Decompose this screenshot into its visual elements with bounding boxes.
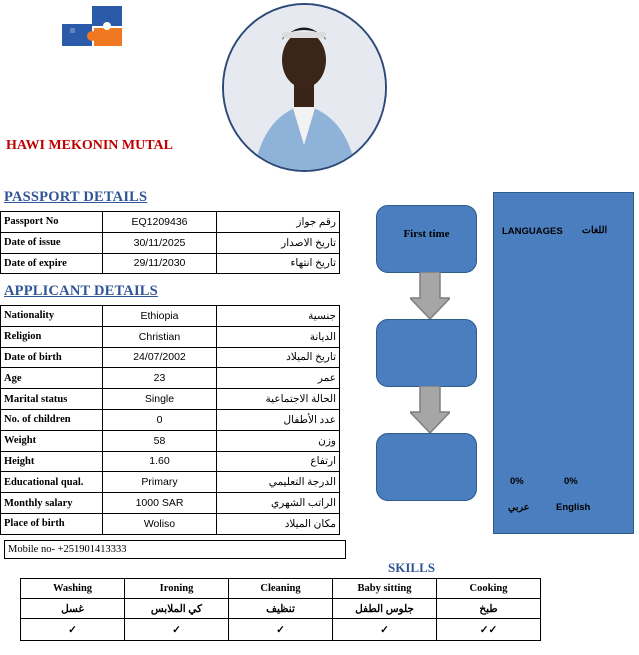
- applicant-table: [0, 305, 340, 535]
- skill-name: Cooking: [437, 579, 541, 599]
- skill-name-ar: طبخ: [437, 599, 541, 619]
- mobile-number: Mobile no- +251901413333: [4, 540, 346, 559]
- down-arrow-icon: [410, 272, 450, 325]
- row-value: Ethiopia: [103, 306, 217, 327]
- puzzle-logo-icon: [62, 4, 124, 46]
- passport-table: [0, 211, 340, 274]
- experience-box-1: [376, 205, 477, 273]
- row-label-ar: مكان الميلاد: [217, 513, 340, 534]
- row-label: Date of birth: [1, 347, 103, 368]
- row-label-ar: تاريخ الميلاد: [217, 347, 340, 368]
- row-label-ar: جنسية: [217, 306, 340, 327]
- language-name: English: [556, 502, 591, 513]
- row-value: Primary: [103, 472, 217, 493]
- languages-title: LANGUAGES: [502, 226, 563, 237]
- table-row: [1, 409, 340, 430]
- row-label-ar: عمر: [217, 368, 340, 389]
- language-percent: 0%: [564, 476, 578, 487]
- skill-name: Washing: [21, 579, 125, 599]
- row-label: Nationality: [1, 306, 103, 327]
- row-label: Marital status: [1, 389, 103, 410]
- row-label-ar: رقم جواز: [217, 212, 340, 233]
- row-label: Height: [1, 451, 103, 472]
- row-label: Religion: [1, 326, 103, 347]
- skill-name: Baby sitting: [333, 579, 437, 599]
- skill-check: ✓: [229, 619, 333, 641]
- down-arrow-icon: [410, 386, 450, 439]
- row-label: Age: [1, 368, 103, 389]
- skill-check: ✓: [333, 619, 437, 641]
- skills-title: SKILLS: [388, 560, 435, 575]
- language-percent: 0%: [510, 476, 524, 487]
- table-row: [1, 389, 340, 410]
- table-row: [1, 493, 340, 514]
- table-row: [1, 430, 340, 451]
- experience-label: First time: [403, 228, 450, 240]
- skill-name: Ironing: [125, 579, 229, 599]
- row-value: Single: [103, 389, 217, 410]
- candidate-name: HAWI MEKONIN MUTAL: [6, 138, 173, 153]
- row-value: 1.60: [103, 451, 217, 472]
- table-row: [1, 253, 340, 274]
- passport-section-title: PASSPORT DETAILS: [4, 189, 148, 205]
- applicant-section-title: APPLICANT DETAILS: [4, 283, 158, 299]
- row-label-ar: عدد الأطفال: [217, 409, 340, 430]
- row-label: Date of expire: [1, 253, 103, 274]
- row-value: Woliso: [103, 513, 217, 534]
- experience-box-2: [376, 319, 477, 387]
- candidate-photo: [222, 3, 387, 172]
- row-value: 23: [103, 368, 217, 389]
- table-row: [21, 599, 541, 619]
- table-row: [1, 451, 340, 472]
- languages-title-ar: اللغات: [582, 225, 608, 236]
- row-value: EQ1209436: [103, 212, 217, 233]
- skill-check: ✓✓: [437, 619, 541, 641]
- skill-name-ar: كي الملابس: [125, 599, 229, 619]
- row-value: Christian: [103, 326, 217, 347]
- language-name: عربي: [508, 502, 530, 513]
- row-value: 1000 SAR: [103, 493, 217, 514]
- skill-name-ar: تنظيف: [229, 599, 333, 619]
- row-value: 0: [103, 409, 217, 430]
- table-row: [21, 619, 541, 641]
- row-label-ar: ارتفاع: [217, 451, 340, 472]
- row-label-ar: الديانة: [217, 326, 340, 347]
- table-row: [1, 472, 340, 493]
- row-label: Passport No: [1, 212, 103, 233]
- table-row: [1, 513, 340, 534]
- row-label-ar: الدرجة التعليمي: [217, 472, 340, 493]
- skill-name: Cleaning: [229, 579, 333, 599]
- table-row: [1, 368, 340, 389]
- skills-table: [20, 578, 541, 641]
- row-label: Monthly salary: [1, 493, 103, 514]
- table-row: [1, 347, 340, 368]
- row-label: No. of children: [1, 409, 103, 430]
- row-label-ar: تاريخ الاصدار: [217, 232, 340, 253]
- row-value: 58: [103, 430, 217, 451]
- row-label-ar: الحالة الاجتماعية: [217, 389, 340, 410]
- row-label: Educational qual.: [1, 472, 103, 493]
- table-row: [1, 306, 340, 327]
- experience-box-3: [376, 433, 477, 501]
- row-value: 24/07/2002: [103, 347, 217, 368]
- row-label-ar: الراتب الشهري: [217, 493, 340, 514]
- row-value: 29/11/2030: [103, 253, 217, 274]
- row-label: Date of issue: [1, 232, 103, 253]
- skill-name-ar: جلوس الطفل: [333, 599, 437, 619]
- table-row: [1, 212, 340, 233]
- row-label-ar: وزن: [217, 430, 340, 451]
- table-row: [1, 326, 340, 347]
- table-row: [1, 232, 340, 253]
- row-value: 30/11/2025: [103, 232, 217, 253]
- skill-check: ✓: [125, 619, 229, 641]
- table-row: [21, 579, 541, 599]
- row-label: Weight: [1, 430, 103, 451]
- languages-panel: [493, 192, 634, 534]
- skill-name-ar: غسل: [21, 599, 125, 619]
- skill-check: ✓: [21, 619, 125, 641]
- row-label-ar: تاريخ انتهاء: [217, 253, 340, 274]
- row-label: Place of birth: [1, 513, 103, 534]
